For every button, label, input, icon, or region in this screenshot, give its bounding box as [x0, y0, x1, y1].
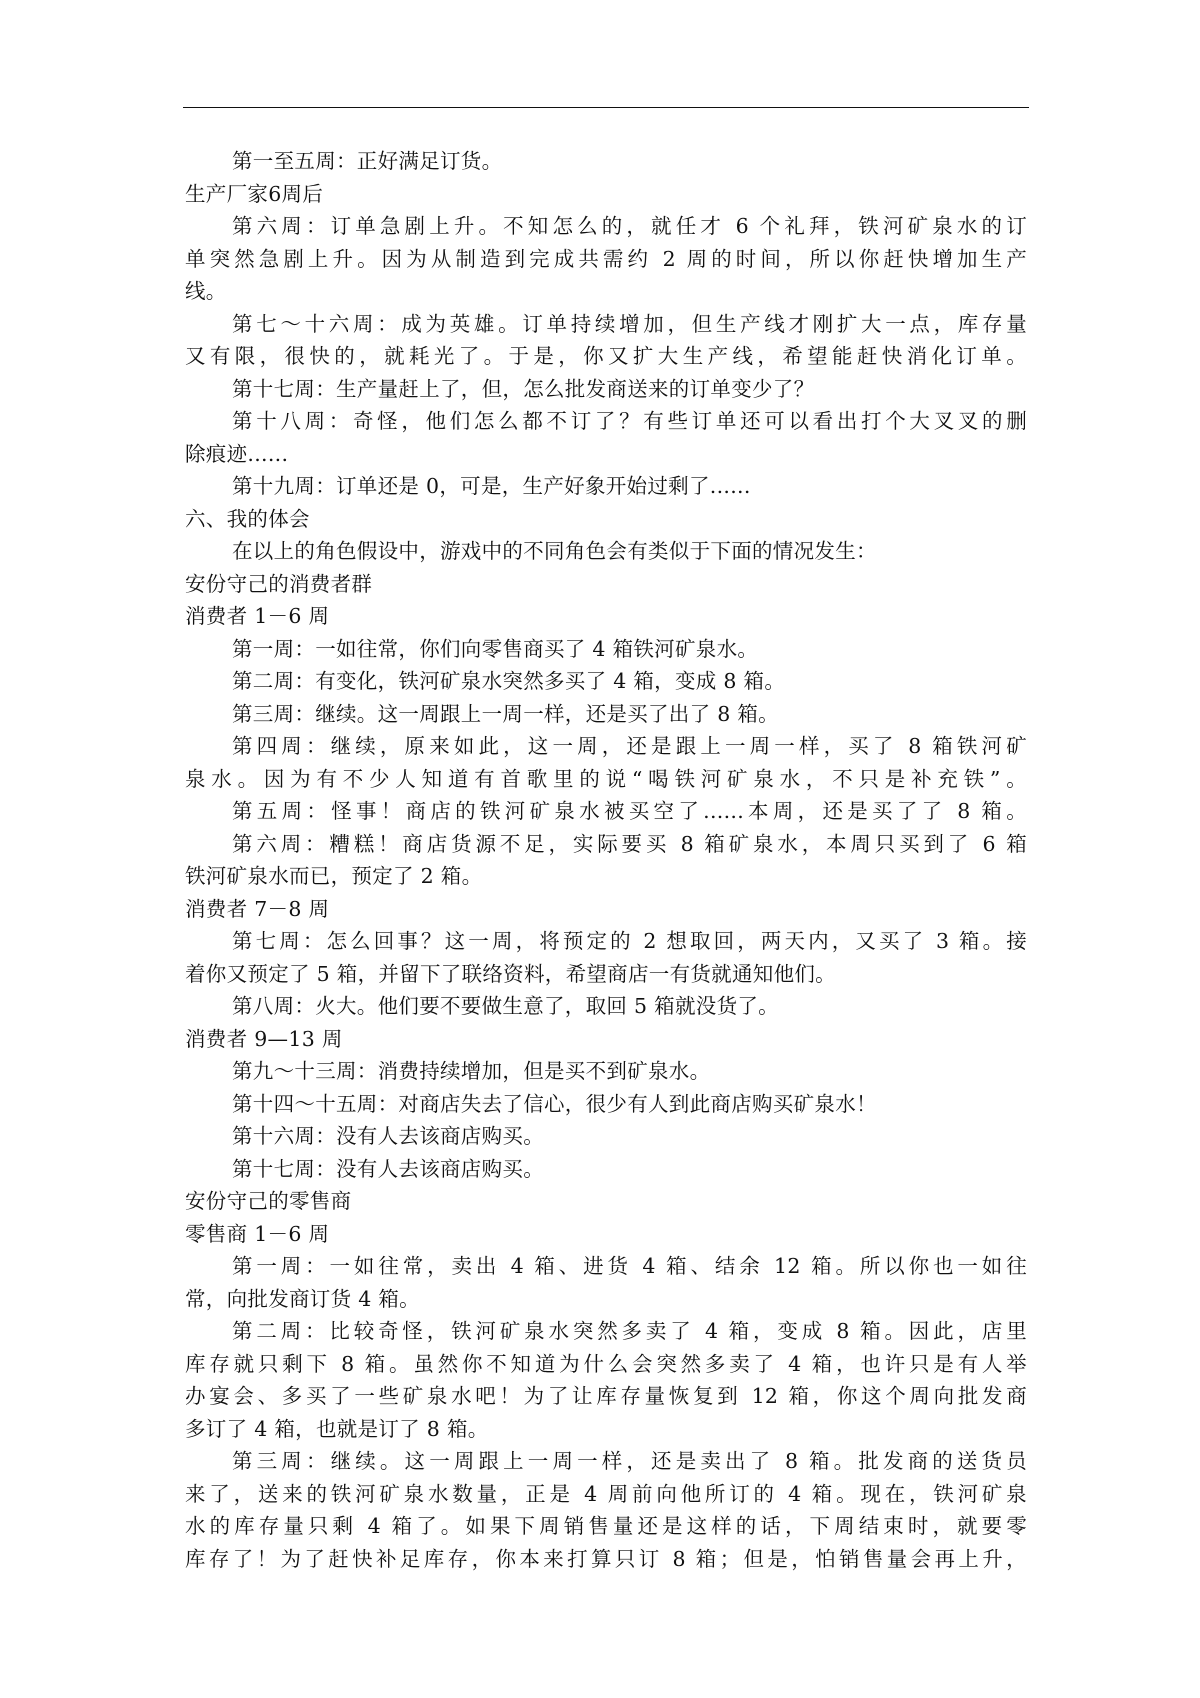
text-line: 又有限，很快的，就耗光了。于是，你又扩大生产线，希望能赶快消化订单。	[185, 344, 1027, 368]
text-line: 第二周：比较奇怪，铁河矿泉水突然多卖了 4 箱，变成 8 箱。因此，店里	[232, 1319, 1027, 1343]
text-line: 第一周：一如往常，卖出 4 箱、进货 4 箱、结余 12 箱。所以你也一如往	[232, 1254, 1027, 1278]
text-line: 安份守己的零售商	[185, 1189, 352, 1213]
text-line: 第七周：怎么回事？这一周，将预定的 2 想取回，两天内，又买了 3 箱。接	[232, 929, 1027, 953]
text-line: 常，向批发商订货 4 箱。	[185, 1286, 420, 1311]
text-line: 第十八周：奇怪，他们怎么都不订了？有些订单还可以看出打个大叉叉的删	[232, 409, 1027, 433]
text-line: 安份守己的消费者群	[185, 571, 373, 596]
text-line: 第六周：糟糕！商店货源不足，实际要买 8 箱矿泉水，本周只买到了 6 箱	[232, 831, 1027, 856]
text-line: 第一至五周：正好满足订货。	[232, 149, 503, 173]
text-line: 第十六周：没有人去该商店购买。	[232, 1124, 544, 1148]
text-line: 消费者 1－6 周	[185, 604, 330, 628]
text-line: 第六周：订单急剧上升。不知怎么的，就任才 6 个礼拜，铁河矿泉水的订	[232, 214, 1027, 238]
text-line: 消费者 9—13 周	[185, 1026, 343, 1051]
text-line: 第四周：继续，原来如此，这一周，还是跟上一周一样，买了 8 箱铁河矿	[232, 734, 1027, 758]
text-line: 着你又预定了 5 箱，并留下了联络资料，希望商店一有货就通知他们。	[185, 961, 836, 986]
text-line: 水的库存量只剩 4 箱了。如果下周销售量还是这样的话，下周结束时，就要零	[185, 1514, 1027, 1538]
text-line: 在以上的角色假设中，游戏中的不同角色会有类似于下面的情况发生：	[232, 539, 877, 563]
text-line: 线。	[185, 279, 227, 303]
text-line: 第一周：一如往常，你们向零售商买了 4 箱铁河矿泉水。	[232, 636, 759, 661]
text-line: 第三周：继续。这一周跟上一周一样，还是卖出了 8 箱。批发商的送货员	[232, 1449, 1027, 1473]
text-line: 来了，送来的铁河矿泉水数量，正是 4 周前向他所订的 4 箱。现在，铁河矿泉	[185, 1481, 1027, 1506]
text-line: 第十七周：没有人去该商店购买。	[232, 1156, 544, 1181]
text-line: 第五周：怪事！商店的铁河矿泉水被买空了......本周，还是买了了 8 箱。	[232, 799, 1027, 823]
text-line: 第十四～十五周：对商店失去了信心，很少有人到此商店购买矿泉水！	[232, 1091, 877, 1116]
document-body	[185, 145, 1027, 1575]
text-line: 库存就只剩下 8 箱。虽然你不知道为什么会突然多卖了 4 箱，也许只是有人举	[185, 1351, 1027, 1376]
text-line: 零售商 1－6 周	[185, 1221, 330, 1246]
text-line: 第二周：有变化，铁河矿泉水突然多买了 4 箱，变成 8 箱。	[232, 669, 786, 693]
text-line: 第十九周：订单还是 0，可是，生产好象开始过剩了......	[232, 474, 751, 498]
text-line: 六、我的体会	[185, 506, 310, 531]
text-line: 库存了！为了赶快补足库存，你本来打算只订 8 箱；但是，怕销售量会再上升，	[185, 1546, 1027, 1571]
text-line: 第十七周：生产量赶上了，但，怎么批发商送来的订单变少了？	[232, 376, 815, 401]
text-line: 第三周：继续。这一周跟上一周一样，还是买了出了 8 箱。	[232, 701, 779, 726]
text-line: 多订了 4 箱，也就是订了 8 箱。	[185, 1416, 489, 1441]
text-line: 办宴会、多买了一些矿泉水吧！为了让库存量恢复到 12 箱，你这个周向批发商	[185, 1384, 1027, 1408]
text-line: 除痕迹......	[185, 441, 289, 466]
text-line: 第九～十三周：消费持续增加，但是买不到矿泉水。	[232, 1059, 711, 1083]
text-line: 第七～十六周：成为英雄。订单持续增加，但生产线才刚扩大一点，库存量	[232, 311, 1027, 336]
text-line: 第八周：火大。他们要不要做生意了，取回 5 箱就没货了。	[232, 994, 779, 1018]
header-rule	[183, 107, 1029, 108]
text-line: 消费者 7－8 周	[185, 896, 330, 921]
text-line: 泉水。因为有不少人知道有首歌里的说“喝铁河矿泉水，不只是补充铁”。	[185, 766, 1027, 791]
text-line: 铁河矿泉水而已，预定了 2 箱。	[185, 864, 483, 888]
text-line: 生产厂家6周后	[185, 181, 324, 206]
text-line: 单突然急剧上升。因为从制造到完成共需约 2 周的时间，所以你赶快增加生产	[185, 246, 1027, 271]
